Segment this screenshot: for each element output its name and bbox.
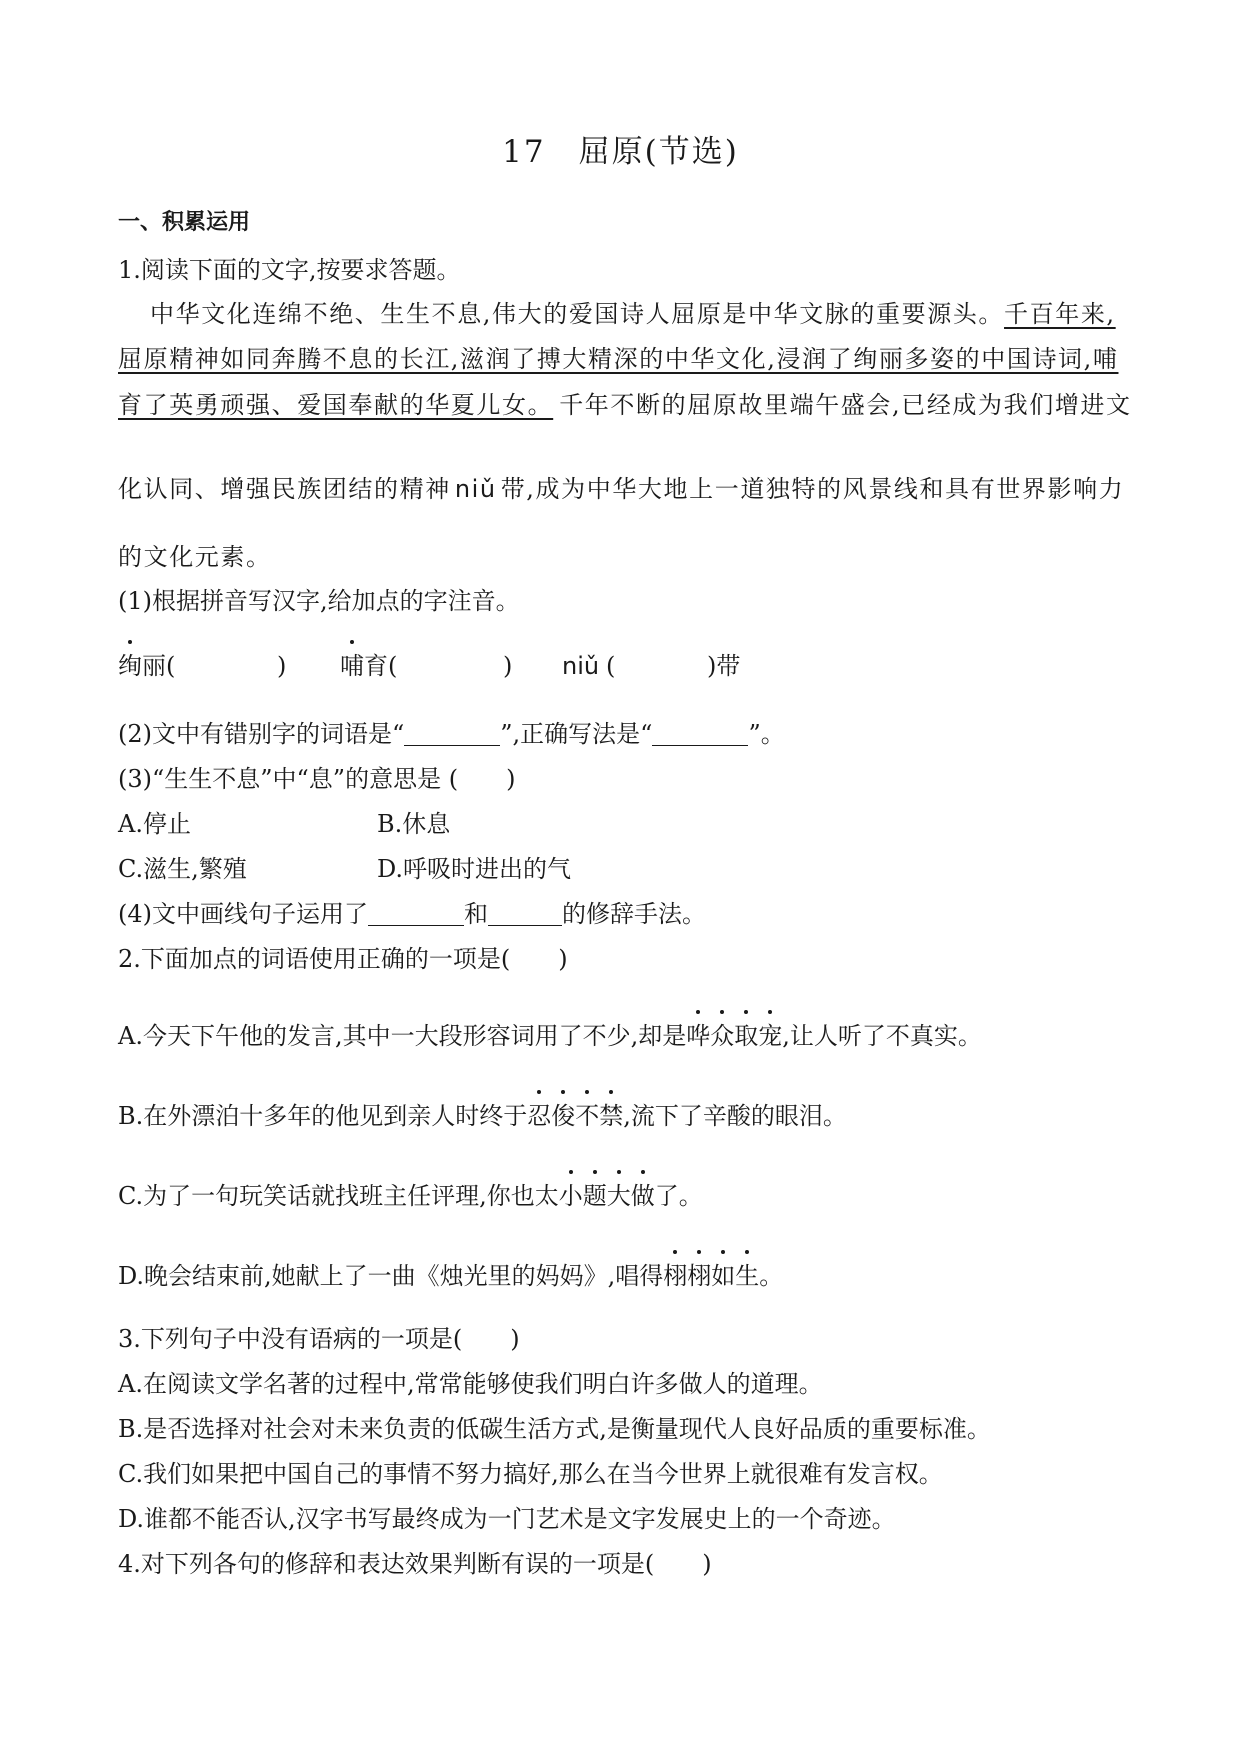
option-a[interactable]: A.停止	[118, 810, 191, 838]
answer-paren-open: (	[606, 652, 616, 680]
answer-paren-close: )	[503, 652, 513, 680]
dotted-char: 宠	[758, 1022, 783, 1050]
passage-line-5: 的文化元素。	[118, 543, 272, 571]
passage-line-1: 中华文化连绵不绝、生生不息,伟大的爱国诗人屈原是中华文脉的重要源头。千百年来,	[150, 300, 1116, 328]
q1-sub2: (2)文中有错别字的词语是“ ”,正确写法是“ ”。	[118, 720, 785, 748]
word-xuanli: 绚丽(	[118, 652, 176, 680]
q3-option-a[interactable]: A.在阅读文学名著的过程中,常常能够使我们明白许多做人的道理。	[118, 1370, 823, 1398]
dotted-char: 俊	[551, 1102, 576, 1130]
dotted-char: 生	[735, 1262, 760, 1290]
q3-stem: 3.下列句子中没有语病的一项是( )	[118, 1325, 520, 1353]
dotted-char: 栩	[687, 1262, 712, 1290]
dotted-char: 不	[575, 1102, 600, 1130]
dotted-char: 绚	[118, 652, 142, 680]
answer-paren-close: )	[277, 652, 287, 680]
option-d[interactable]: D.呼吸时进出的气	[377, 855, 572, 883]
pinyin-niu: niǔ	[562, 652, 600, 680]
passage-line-3: 育了英勇顽强、爱国奉献的华夏儿女。 千年不断的屈原故里端午盛会,已经成为我们增进文	[118, 391, 1132, 419]
dotted-char: 小	[558, 1182, 583, 1210]
answer-blank[interactable]	[488, 901, 562, 926]
q2-option-a[interactable]: A.今天下午他的发言,其中一大段形容词用了不少,却是哗众取宠,让人听了不真实。	[118, 1022, 982, 1050]
word-niudai-tail: )带	[707, 652, 741, 680]
option-b[interactable]: B.休息	[377, 810, 451, 838]
q3-option-c[interactable]: C.我们如果把中国自己的事情不努力搞好,那么在当今世界上就很难有发言权。	[118, 1460, 943, 1488]
dotted-char: 取	[734, 1022, 759, 1050]
dotted-char: 如	[711, 1262, 736, 1290]
answer-blank[interactable]	[652, 721, 748, 746]
dotted-char: 做	[630, 1182, 655, 1210]
q3-option-b[interactable]: B.是否选择对社会对未来负责的低碳生活方式,是衡量现代人良好品质的重要标准。	[118, 1415, 991, 1443]
q1-sub3-stem: (3)“生生不息”中“息”的意思是 ( )	[118, 765, 516, 793]
dotted-char: 哺	[340, 652, 364, 680]
dotted-char: 哗	[686, 1022, 711, 1050]
section-title: 一、积累运用	[118, 210, 251, 235]
dotted-char: 忍	[527, 1102, 552, 1130]
dotted-char: 栩	[663, 1262, 688, 1290]
answer-blank[interactable]	[404, 721, 500, 746]
word-buyu: 哺育(	[340, 652, 398, 680]
option-c[interactable]: C.滋生,繁殖	[118, 855, 247, 883]
dotted-char: 众	[710, 1022, 735, 1050]
pinyin-niu: niǔ	[454, 475, 497, 503]
q1-sub1-stem: (1)根据拼音写汉字,给加点的字注音。	[118, 587, 520, 615]
underlined-sentence: 育了英勇顽强、爱国奉献的华夏儿女。	[118, 391, 554, 419]
q2-option-d[interactable]: D.晚会结束前,她献上了一曲《烛光里的妈妈》,唱得栩栩如生。	[118, 1262, 784, 1290]
answer-blank[interactable]	[368, 901, 464, 926]
q1-sub4: (4)文中画线句子运用了 和 的修辞手法。	[118, 900, 706, 928]
page-title: 17 屈原(节选)	[502, 134, 739, 170]
dotted-char: 题	[582, 1182, 607, 1210]
q1-stem: 1.阅读下面的文字,按要求答题。	[118, 256, 461, 284]
passage-line-4: 化认同、增强民族团结的精神 niǔ 带,成为中华大地上一道独特的风景线和具有世界影响力	[118, 475, 1125, 503]
passage-line-2	[118, 343, 1118, 375]
q3-option-d[interactable]: D.谁都不能否认,汉字书写最终成为一门艺术是文字发展史上的一个奇迹。	[118, 1505, 896, 1533]
q2-stem: 2.下面加点的词语使用正确的一项是( )	[118, 945, 568, 973]
underlined-sentence: 千百年来,	[1004, 300, 1116, 328]
q4-stem: 4.对下列各句的修辞和表达效果判断有误的一项是( )	[118, 1550, 712, 1578]
dotted-char: 禁	[599, 1102, 624, 1130]
dotted-char: 大	[606, 1182, 631, 1210]
q2-option-c[interactable]: C.为了一句玩笑话就找班主任评理,你也太小题大做了。	[118, 1182, 703, 1210]
underlined-sentence: 屈原精神如同奔腾不息的长江,滋润了搏大精深的中华文化,浸润了绚丽多姿的中国诗词,哺	[118, 345, 1119, 373]
q2-option-b[interactable]: B.在外漂泊十多年的他见到亲人时终于忍俊不禁,流下了辛酸的眼泪。	[118, 1102, 847, 1130]
